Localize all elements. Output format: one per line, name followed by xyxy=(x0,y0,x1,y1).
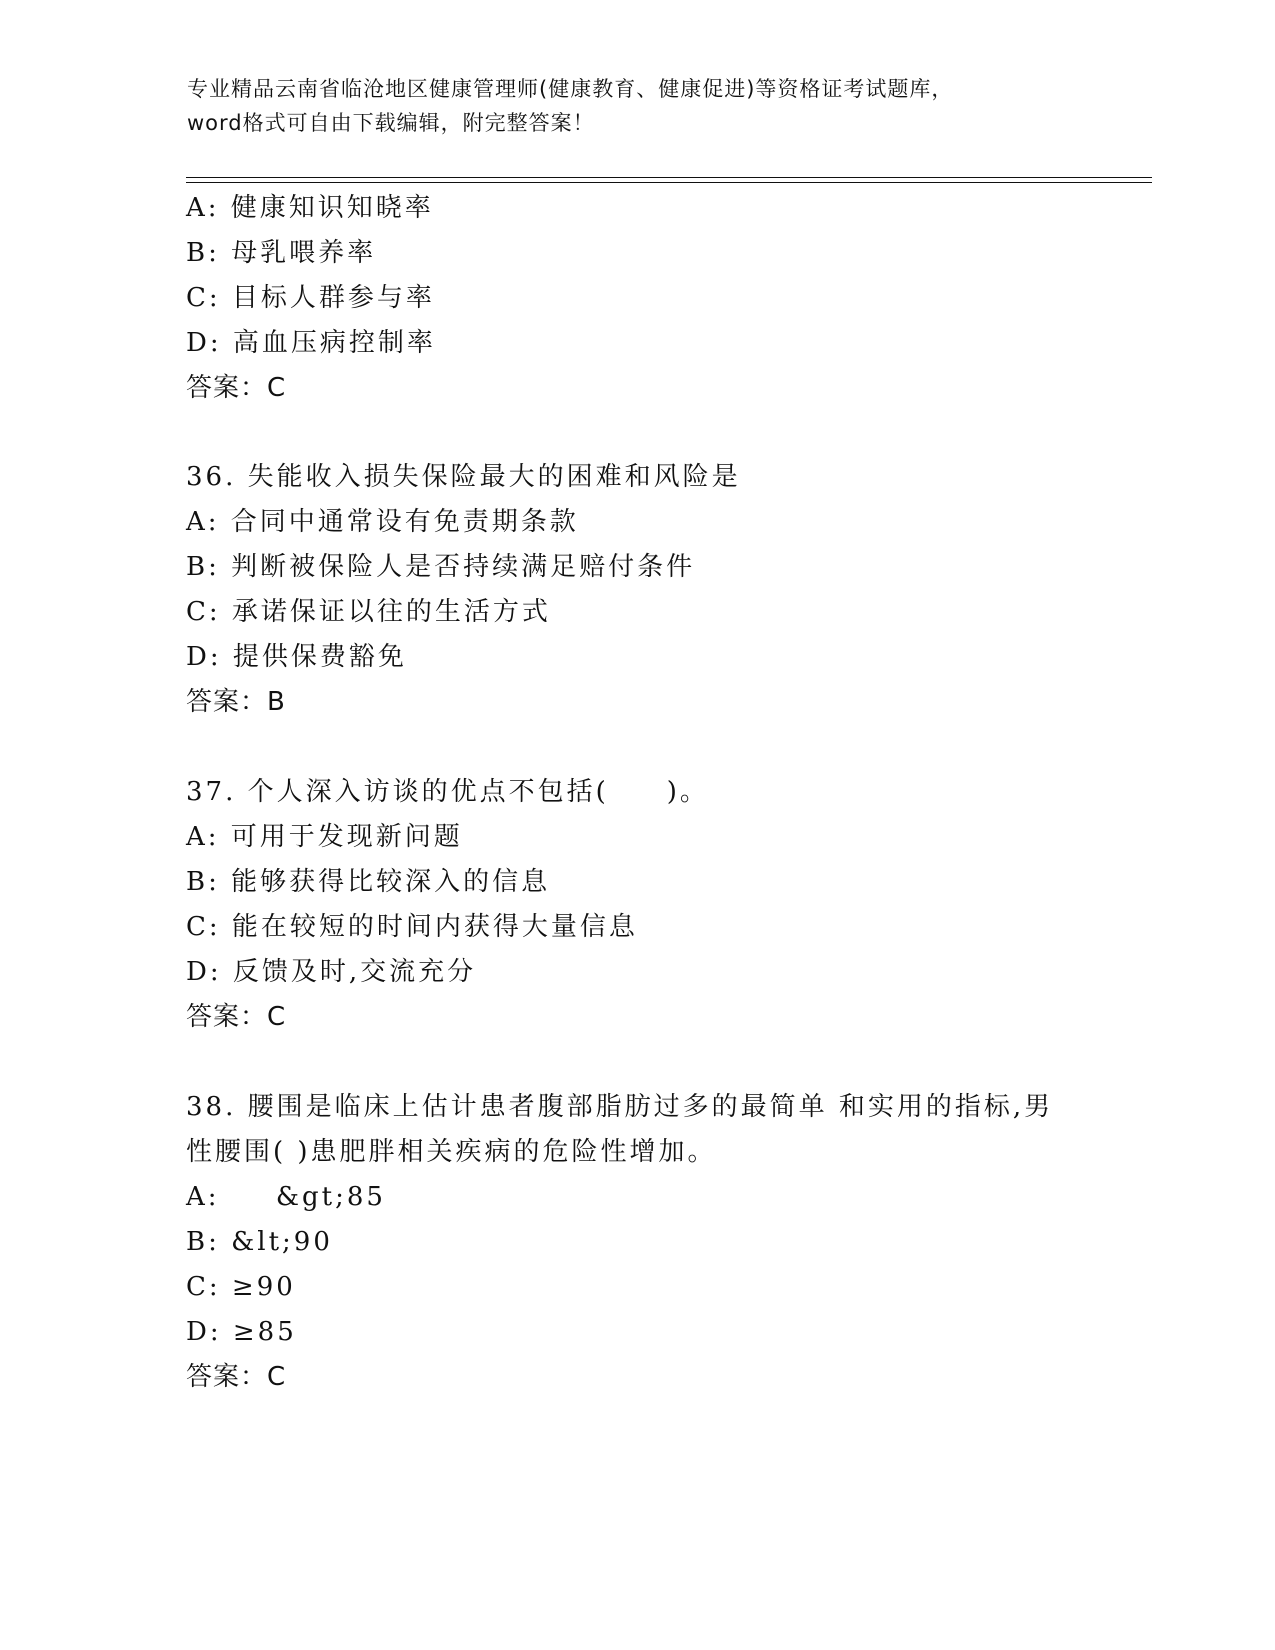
q36-answer: 答案：B xyxy=(186,687,286,717)
header-rule-bottom xyxy=(186,182,1152,183)
q37-option-b: B: 能够获得比较深入的信息 xyxy=(186,867,551,897)
q35-answer: 答案：C xyxy=(186,373,287,403)
q38-answer: 答案：C xyxy=(186,1362,287,1392)
q35-option-b: B: 母乳喂养率 xyxy=(186,238,377,268)
q38-stem-line-1: 38. 腰围是临床上估计患者腹部脂肪过多的最简单 和实用的指标,男 xyxy=(186,1092,1054,1122)
q38-option-d: D: ≥85 xyxy=(186,1317,297,1347)
q36-option-b: B: 判断被保险人是否持续满足赔付条件 xyxy=(186,552,696,582)
q35-option-d: D: 高血压病控制率 xyxy=(186,328,436,358)
q36-option-d: D: 提供保费豁免 xyxy=(186,642,407,672)
q37-stem: 37. 个人深入访谈的优点不包括( )。 xyxy=(186,777,709,807)
q36-option-c: C: 承诺保证以往的生活方式 xyxy=(186,597,551,627)
q35-option-a: A: 健康知识知晓率 xyxy=(186,193,434,223)
q38-option-a: A: &gt;85 xyxy=(186,1182,386,1212)
header-rule-top xyxy=(186,177,1152,178)
q36-stem: 36. 失能收入损失保险最大的困难和风险是 xyxy=(186,462,741,492)
q37-answer: 答案：C xyxy=(186,1002,287,1032)
q37-option-d: D: 反馈及时,交流充分 xyxy=(186,957,477,987)
q38-option-c: C: ≥90 xyxy=(186,1272,296,1302)
q38-stem-line-2: 性腰围( )患肥胖相关疾病的危险性增加。 xyxy=(186,1137,717,1167)
q36-option-a: A: 合同中通常设有免责期条款 xyxy=(186,507,579,537)
document-header xyxy=(187,72,1087,140)
header-line-1: 专业精品云南省临沧地区健康管理师(健康教育、健康促进)等资格证考试题库， xyxy=(187,77,954,101)
q38-option-b: B: &lt;90 xyxy=(186,1227,333,1257)
header-line-2: word格式可自由下载编辑，附完整答案！ xyxy=(187,111,595,135)
q37-option-c: C: 能在较短的时间内获得大量信息 xyxy=(186,912,638,942)
q35-option-c: C: 目标人群参与率 xyxy=(186,283,435,313)
q37-option-a: A: 可用于发现新问题 xyxy=(186,822,463,852)
